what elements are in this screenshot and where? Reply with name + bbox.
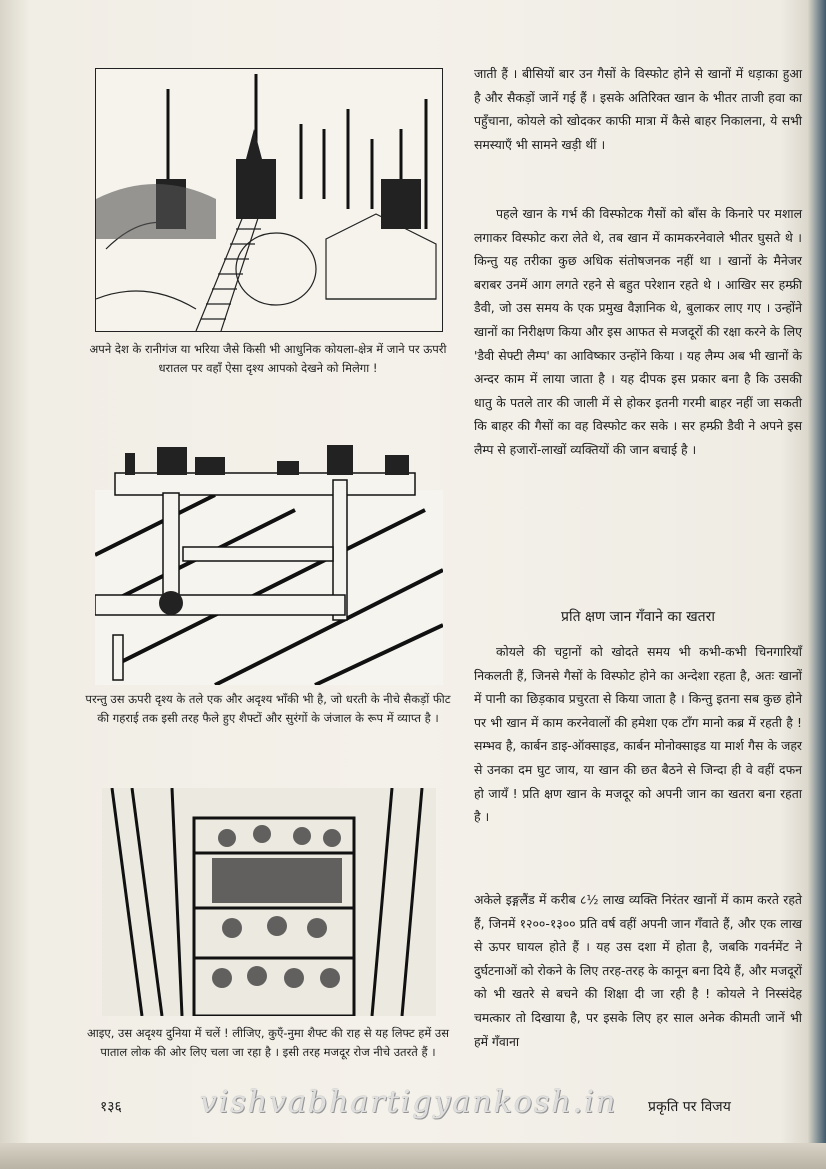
running-footer-title: प्रकृति पर विजय [648, 1099, 731, 1115]
page-bottom-edge [0, 1143, 826, 1169]
paragraph-1: जाती हैं । बीसियों बार उन गैसों के विस्फोट होने से खानों में धड़ाका हुआ है और सैकड़ों जानें गई हैं । इसके अतिरिक्त खान के भीतर ताजी हवा का पहुँचाना, कोयले को खोदकर काफी मात्रा में कैसे बाहर निकालना, ये सभी समस्याएँ भी सामने खड़ी थीं । [474, 66, 802, 152]
page-number: १३६ [100, 1099, 122, 1115]
illustration-underground-shafts [95, 435, 443, 685]
paragraph-4: अकेले इङ्गलैंड में करीब ८½ लाख व्यक्ति निरंतर खानों में काम करते रहते हैं, जिनमें १२००-१३०० प्रति वर्ष वहीं अपनी जान गँवाते हैं, और एक लाख से ऊपर घायल होते हैं । यह उस दशा में होता है, जबकि गवर्नमेंट ने दुर्घटनाओं को रोकने के लिए तरह-तरह के कानून बना दिये हैं, और मजदूरों को भी खतरे से बचने की शिक्षा दी जा रही है ! कोयले ने निस्संदेह चमत्कार तो दिखाया है, पर इसके लिए हर साल अनेक कीमती जानें भी हमें गँवाना [474, 892, 802, 1049]
paragraph-3: कोयले की चट्टानों को खोदते समय भी कभी-कभी चिनगारियाँ निकलती हैं, जिनसे गैसों के विस्फोट होने का अन्देशा रहता है, अतः खानों में पानी का छिड़काव प्रचुरता से किया जाता है । किन्तु इतना सब कुछ होने पर भी खान में काम करनेवालों की हमेशा एक टाँग मानो कब्र में रहती है ! सम्भव है, कार्बन डाइ-ऑक्साइड, कार्बन मोनोक्साइड या मार्श गैस के जहर से उनका दम घुट जाय, या खान की छत बैठने से जिन्दा ही वे वहीं दफन हो जायँ ! प्रति क्षण खान के मजदूर को अपनी जान का खतरा बना रहता है । [474, 644, 802, 825]
watermark: vishvabhartigyankosh.in [200, 1085, 618, 1120]
caption-figure-2: परन्तु उस ऊपरी दृश्य के तले एक और अदृश्य भाँकी भी है, जो धरती के नीचे सैकड़ों फीट की गहराई तक इसी तरह फैले हुए शैफ्टों और सुरंगों के जंजाल के रूप में व्याप्त है । [85, 692, 451, 725]
illustration-colliery-surface [95, 68, 443, 332]
caption-figure-1: अपने देश के रानीगंज या भरिया जैसे किसी भी आधुनिक कोयला-क्षेत्र में जाने पर ऊपरी धरातल पर वहाँ ऐसा दृश्य आपको देखने को मिलेगा ! [89, 342, 447, 375]
caption-figure-3: आइए, उस अदृश्य दुनिया में चलें ! लीजिए, कुएँ-नुमा शैफ्ट की राह से यह लिफ्ट हमें उस पाताल लोक की ओर लिए चला जा रहा है । इसी तरह मजदूर रोज नीचे उतरते हैं । [86, 1026, 449, 1059]
paragraph-2: पहले खान के गर्भ की विस्फोटक गैसों को बाँस के किनारे पर मशाल लगाकर विस्फोट करा लेते थे, तब खान में कामकरनेवाले भीतर घुसते थे । किन्तु यह तरीका कुछ अधिक संतोषजनक नहीं था । खानों के मैनेजर बराबर उनमें आग लगते रहने से बहुत परेशान रहते थे । आखिर सर हम्फ्री डैवी, जो उस समय के एक प्रमुख वैज्ञानिक थे, बुलाकर लाए गए । उन्होंने खानों का निरीक्षण किया और इस आफत से मजदूरों की रक्षा करने के लिए 'डैवी सेफ्टी लैम्प' का आविष्कार उन्होंने किया । यह लैम्प अब भी खानों के अन्दर काम में लाया जाता है । यह दीपक इस प्रकार बना है कि उसकी धातु के पतले तार की जाली में से होकर इतनी गरमी बाहर नहीं जा सकती कि बाहर की गैसों का वह विस्फोट कर सके । सर हम्फ्री डैवी ने अपने इस लैम्प से हजारों-लाखों व्यक्तियों की जान बचाई है । [474, 206, 802, 457]
illustration-mine-lift [102, 788, 436, 1016]
page-edge [808, 0, 826, 1169]
section-heading: प्रति क्षण जान गँवाने का खतरा [561, 609, 715, 625]
